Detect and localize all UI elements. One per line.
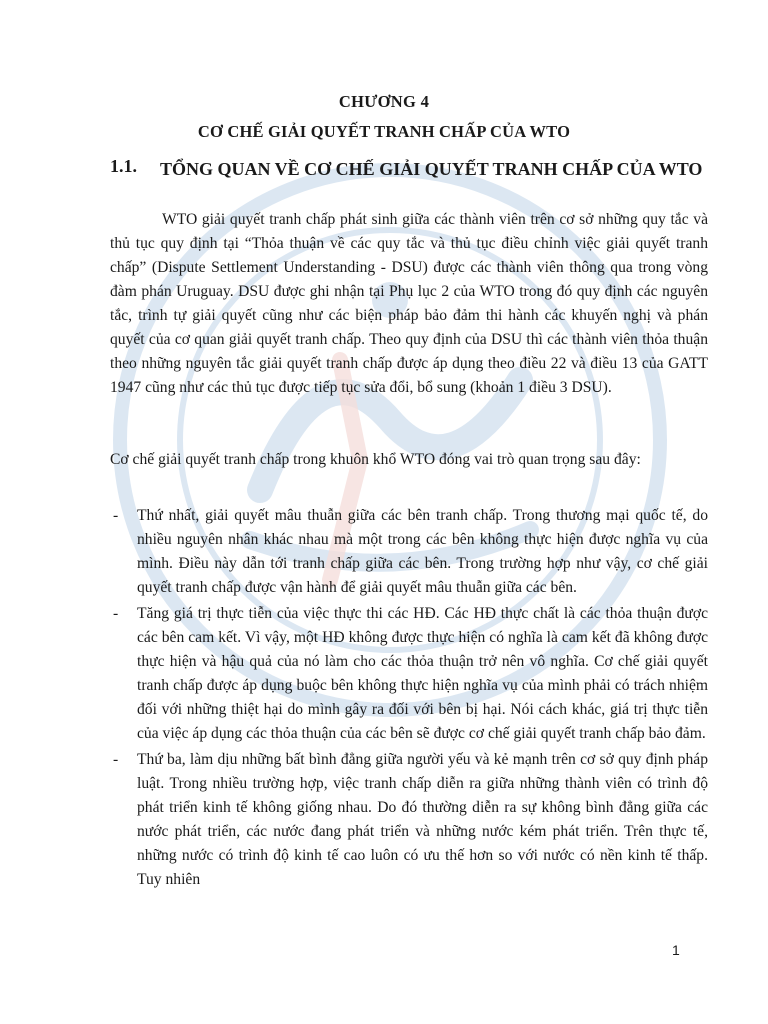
chapter-title: CƠ CHẾ GIẢI QUYẾT TRANH CHẤP CỦA WTO [197, 122, 571, 141]
section-number: 1.1. [110, 156, 137, 176]
list-item-text: Thứ nhất, giải quyết mâu thuẫn giữa các bên tranh chấp. Trong thương mại quốc tế, do nhiều nguyên nhân khác nhau mà một trong các bên không thực hiện được nghĩa vụ của mình. Điều này dẫn tới tranh chấp giữa các bên. Trong trường hợp như vậy, cơ chế giải quyết tranh chấp được vận hành để giải quyết mâu thuẫn giữa các bên. [137, 507, 708, 596]
roles-paragraph: Cơ chế giải quyết tranh chấp trong khuôn khổ WTO đóng vai trò quan trọng sau đây: [110, 451, 641, 468]
list-item [110, 602, 708, 746]
intro-paragraph: WTO giải quyết tranh chấp phát sinh giữa các thành viên trên cơ sở những quy tắc và thủ tục quy định tại “Thỏa thuận về các quy tắc và thủ tục điều chỉnh việc giải quyết tranh chấp” (Dispute Settlement Understanding - DSU) được các thành viên thông qua trong vòng đàm phán Uruguay. DSU được ghi nhận tại Phụ lục 2 của WTO trong đó quy định các nguyên tắc, trình tự giải quyết cũng như các biện pháp bảo đảm thi hành các khuyến nghị và phán quyết của cơ quan giải quyết tranh chấp. Theo quy định của DSU thì các thành viên thỏa thuận theo những nguyên tắc giải quyết tranh chấp được áp dụng theo điều 22 và điều 13 của GATT 1947 cũng như các thủ tục được tiếp tục sửa đổi, bổ sung (khoản 1 điều 3 DSU). [110, 211, 708, 396]
page-number: 1 [672, 942, 680, 958]
list-item-text: Tăng giá trị thực tiễn của việc thực thi các HĐ. Các HĐ thực chất là các thỏa thuận được các bên cam kết. Vì vậy, một HĐ không được thực hiện có nghĩa là cam kết đã không được thực hiện và hậu quả của nó làm cho các thỏa thuận trở nên vô nghĩa. Cơ chế giải quyết tranh chấp được áp dụng buộc bên không thực hiện nghĩa vụ của mình phải có trách nhiệm đối với những thiệt hại do mình gây ra đối với bên bị hại. Nói cách khác, giá trị thực tiễn của việc áp dụng các thỏa thuận của các bên sẽ được cơ chế giải quyết tranh chấp bảo đảm. [137, 605, 708, 742]
roles-list [110, 504, 708, 894]
list-item [110, 748, 708, 892]
bullet-dash: - [113, 605, 119, 622]
bullet-dash: - [113, 507, 119, 524]
bullet-dash: - [113, 751, 119, 768]
list-item-text: Thứ ba, làm dịu những bất bình đẳng giữa người yếu và kẻ mạnh trên cơ sở quy định pháp luật. Trong nhiều trường hợp, việc tranh chấp diễn ra giữa những thành viên có trình độ phát triển kinh tế không giống nhau. Do đó thường diễn ra sự không bình đẳng giữa các nước phát triển, các nước đang phát triển và những nước kém phát triển. Trên thực tế, những nước có trình độ kinh tế cao luôn có ưu thế hơn so với nước có nền kinh tế thấp. Tuy nhiên [137, 751, 708, 888]
list-item [110, 504, 708, 600]
section-title: TỔNG QUAN VỀ CƠ CHẾ GIẢI QUYẾT TRANH CHẤP CỦA WTO [160, 159, 703, 179]
chapter-label: CHƯƠNG 4 [338, 92, 430, 111]
